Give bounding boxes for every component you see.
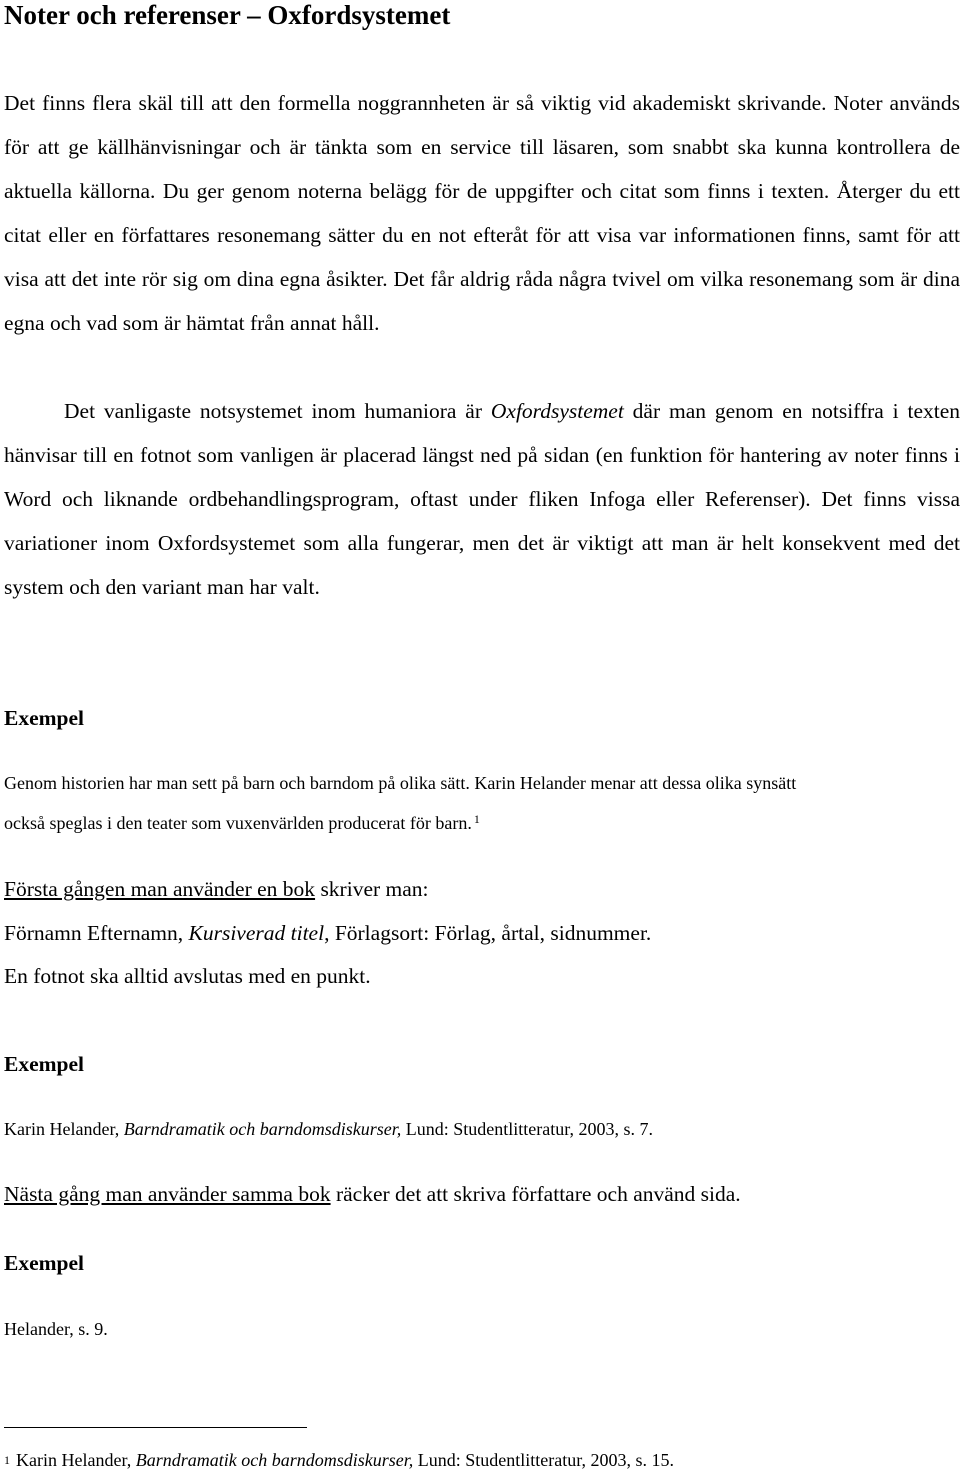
footnote-italic: Barndramatik och barndomsdiskurser, xyxy=(135,1450,414,1470)
format-b: , Förlagsort: Förlag, årtal, sidnummer. xyxy=(324,921,652,945)
footnote-b: Lund: Studentlitteratur, 2003, s. 15. xyxy=(413,1450,674,1470)
intro-paragraph-2 xyxy=(4,389,960,609)
example2-b: Lund: Studentlitteratur, 2003, s. 7. xyxy=(401,1119,653,1139)
p2-before: Det vanligaste notsystemet inom humaniora är xyxy=(64,399,491,423)
example2-citation xyxy=(4,1118,653,1140)
next-time-line xyxy=(4,1181,741,1207)
example3-citation: Helander, s. 9. xyxy=(4,1319,108,1339)
footnote xyxy=(4,1449,674,1471)
p2-after: där man genom en notsiffra i texten hänvisar till en fotnot som vanligen är placerad längst ned på sidan (en funktion för hantering av noter finns i Word och liknande ordbehandlingsprogram, oftast under fliken Infoga eller Referenser). Det finns vissa variationer inom Oxfordsystemet som alla fungerar, men det är viktigt att man är helt konsekvent med det system och den variant man har valt. xyxy=(4,399,960,599)
format-a: Förnamn Efternamn, xyxy=(4,921,189,945)
first-time-format xyxy=(4,920,651,946)
intro-paragraph-1: Det finns flera skäl till att den formella noggrannheten är så viktig vid akademiskt skrivande. Noter används för att ge källhänvisningar och är tänkta som en service till läsaren, som snabbt ska kunna kontrollera de aktuella källorna. Du ger genom noterna belägg för de uppgifter och citat som finns i texten. Återger du ett citat eller en författares resonemang sätter du en not efteråt för att visa var informationen finns, samt för att visa att det inte rör sig om dina egna åsikter. Det får aldrig råda några tvivel om vilka resonemang som är dina egna och vad som är hämtat från annat håll. xyxy=(4,91,960,335)
p2-italic: Oxfordsystemet xyxy=(490,399,624,423)
page-title: Noter och referenser – Oxfordsystemet xyxy=(4,0,451,30)
first-time-rule: En fotnot ska alltid avslutas med en punkt. xyxy=(4,964,371,988)
example1-line2 xyxy=(4,812,480,834)
footnote-a: Karin Helander, xyxy=(16,1450,136,1470)
next-time-rest: räcker det att skriva författare och använd sida. xyxy=(330,1182,741,1206)
example2-italic: Barndramatik och barndomsdiskurser, xyxy=(123,1119,402,1139)
example2-a: Karin Helander, xyxy=(4,1119,124,1139)
first-time-rest: skriver man: xyxy=(315,877,429,901)
format-italic: Kursiverad titel xyxy=(188,921,325,945)
example-label-3: Exempel xyxy=(4,1251,85,1275)
footnote-ref: 1 xyxy=(473,812,480,826)
example1-line2-text: också speglas i den teater som vuxenvärlden producerat för barn. xyxy=(4,813,472,833)
next-time-underlined: Nästa gång man använder samma bok xyxy=(4,1182,331,1206)
example-label-2: Exempel xyxy=(4,1052,85,1076)
first-time-underlined: Första gången man använder en bok xyxy=(4,877,316,901)
footnote-number: 1 xyxy=(4,1453,10,1467)
footnote-divider xyxy=(4,1427,307,1428)
first-time-heading xyxy=(4,876,429,902)
example1-line1: Genom historien har man sett på barn och barndom på olika sätt. Karin Helander menar att dessa olika synsätt xyxy=(4,773,797,793)
example-label-1: Exempel xyxy=(4,706,85,730)
